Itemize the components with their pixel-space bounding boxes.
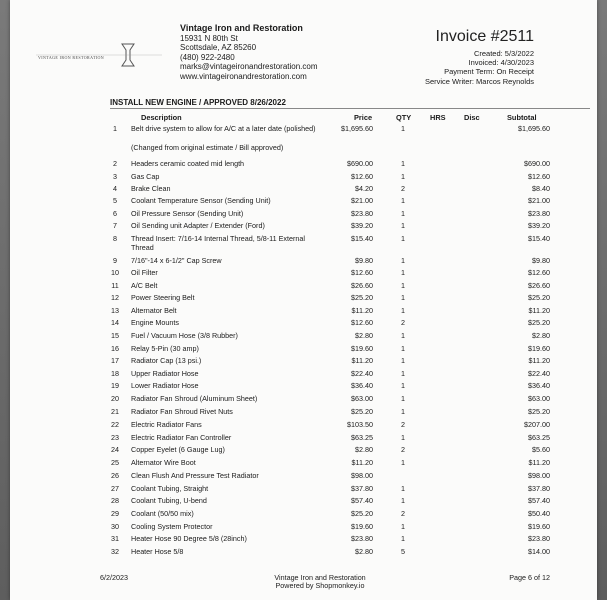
line-item-number: 23 — [111, 433, 119, 442]
line-item-qty: 1 — [401, 256, 405, 265]
line-item-price: $19.60 — [351, 522, 373, 531]
line-item-description: Brake Clean — [131, 184, 171, 193]
footer-company: Vintage Iron and Restoration — [274, 573, 366, 582]
line-item-subtotal: $63.00 — [528, 394, 550, 403]
invoice-title: Invoice #2511 — [435, 28, 534, 45]
line-item-subtotal: $26.60 — [528, 281, 550, 290]
line-item-number: 27 — [111, 484, 119, 493]
line-item-number: 16 — [111, 344, 119, 353]
line-item-description: Copper Eyelet (6 Gauge Lug) — [131, 445, 225, 454]
line-item-subtotal: $63.25 — [528, 433, 550, 442]
col-header-disc: Disc — [464, 113, 480, 122]
col-header-description: Description — [141, 113, 182, 122]
line-item-number: 7 — [113, 221, 117, 230]
line-item-description: Alternator Belt — [131, 306, 177, 315]
line-item-number: 4 — [113, 184, 117, 193]
line-item-number: 5 — [113, 196, 117, 205]
line-item-subtotal: $207.00 — [524, 420, 550, 429]
line-item-description: Relay 5-Pin (30 amp) — [131, 344, 199, 353]
line-item-price: $1,695.60 — [341, 124, 373, 133]
line-item-number: 14 — [111, 318, 119, 327]
line-item-number: 11 — [111, 281, 119, 290]
line-item-number: 1 — [113, 124, 117, 133]
line-item-description: Coolant Tubing, Straight — [131, 484, 209, 493]
line-item-note: (Changed from original estimate / Bill approved) — [131, 143, 284, 152]
line-item-subtotal: $23.80 — [528, 534, 550, 543]
line-item-price: $2.80 — [355, 547, 373, 556]
line-item-price: $25.20 — [351, 407, 373, 416]
line-item-number: 18 — [111, 369, 119, 378]
line-item-qty: 2 — [401, 509, 405, 518]
line-item-number: 15 — [111, 331, 119, 340]
line-item-qty: 2 — [401, 420, 405, 429]
line-item-description: Gas Cap — [131, 172, 160, 181]
line-item-description: Oil Sending unit Adapter / Extender (Ford) — [131, 221, 265, 230]
line-item-description: Radiator Cap (13 psi.) — [131, 356, 202, 365]
line-item-number: 31 — [111, 534, 119, 543]
line-item-qty: 1 — [401, 394, 405, 403]
company-website: www.vintageironandrestoration.com — [180, 71, 307, 81]
line-item-qty: 1 — [401, 344, 405, 353]
line-item-qty: 5 — [401, 547, 405, 556]
line-item-price: $26.60 — [351, 281, 373, 290]
line-item-subtotal: $11.20 — [528, 306, 550, 315]
line-item-number: 29 — [111, 509, 119, 518]
line-item-description: Headers ceramic coated mid length — [131, 159, 245, 168]
line-item-price: $12.60 — [351, 172, 373, 181]
company-address-line1: 15931 N 80th St — [180, 33, 238, 43]
line-item-subtotal: $98.00 — [528, 471, 550, 480]
line-item-qty: 2 — [401, 445, 405, 454]
line-item-price: $12.60 — [351, 318, 373, 327]
col-header-subtotal: Subtotal — [507, 113, 537, 122]
line-item-subtotal: $12.60 — [528, 172, 550, 181]
line-item-subtotal: $25.20 — [528, 318, 550, 327]
line-item-number: 8 — [113, 234, 117, 243]
line-item-qty: 1 — [401, 331, 405, 340]
line-item-subtotal: $11.20 — [528, 458, 550, 467]
line-item-number: 10 — [111, 268, 119, 277]
line-item-price: $9.80 — [355, 256, 373, 265]
line-item-price: $21.00 — [351, 196, 373, 205]
company-email: marks@vintageironandrestoration.com — [180, 62, 318, 72]
line-item-description: A/C Belt — [131, 281, 158, 290]
company-phone: (480) 922-2480 — [180, 52, 235, 62]
line-item-subtotal: $39.20 — [528, 221, 550, 230]
line-item-qty: 1 — [401, 124, 405, 133]
line-item-price: $12.60 — [351, 268, 373, 277]
footer-date: 6/2/2023 — [100, 573, 128, 582]
line-item-description: Radiator Fan Shroud Rivet Nuts — [131, 407, 233, 416]
line-item-number: 24 — [111, 445, 119, 454]
line-item-price: $63.25 — [351, 433, 373, 442]
line-item-description: Oil Filter — [131, 268, 158, 277]
invoice-created: Created: 5/3/2022 — [473, 49, 534, 58]
line-item-price: $23.80 — [351, 209, 373, 218]
company-address-line2: Scottsdale, AZ 85260 — [180, 43, 257, 53]
line-item-qty: 2 — [401, 318, 405, 327]
line-item-subtotal: $25.20 — [528, 407, 550, 416]
line-item-subtotal: $25.20 — [528, 293, 550, 302]
line-item-price: $25.20 — [351, 293, 373, 302]
line-item-price: $103.50 — [347, 420, 373, 429]
line-item-price: $11.20 — [351, 306, 373, 315]
line-item-qty: 1 — [401, 159, 405, 168]
line-item-description: Cooling System Protector — [131, 522, 213, 531]
line-item-qty: 2 — [401, 184, 405, 193]
line-item-number: 26 — [111, 471, 119, 480]
line-item-number: 28 — [111, 496, 119, 505]
line-item-description: Lower Radiator Hose — [131, 381, 199, 390]
line-item-price: $98.00 — [351, 471, 373, 480]
col-header-hrs: HRS — [430, 113, 446, 122]
line-item-number: 32 — [111, 547, 119, 556]
line-item-price: $23.80 — [351, 534, 373, 543]
line-item-qty: 1 — [401, 209, 405, 218]
line-item-qty: 1 — [401, 234, 405, 243]
line-item-description: Fuel / Vacuum Hose (3/8 Rubber) — [131, 331, 238, 340]
line-item-subtotal: $5.60 — [532, 445, 550, 454]
line-item-qty: 1 — [401, 496, 405, 505]
line-item-description: Coolant Temperature Sensor (Sending Unit) — [131, 196, 271, 205]
line-item-number: 13 — [111, 306, 119, 315]
section-title: INSTALL NEW ENGINE / APPROVED 8/26/2022 — [110, 98, 286, 107]
line-item-description: 7/16"-14 x 6-1/2" Cap Screw — [131, 256, 222, 265]
line-item-price: $57.40 — [351, 496, 373, 505]
line-item-subtotal: $19.60 — [528, 522, 550, 531]
line-item-description: Heater Hose 90 Degree 5/8 (28inch) — [131, 534, 247, 543]
line-item-qty: 1 — [401, 268, 405, 277]
line-item-qty: 1 — [401, 281, 405, 290]
line-item-subtotal: $15.40 — [528, 234, 550, 243]
line-item-qty: 1 — [401, 172, 405, 181]
col-header-qty: QTY — [396, 113, 412, 122]
line-item-price: $2.80 — [355, 331, 373, 340]
line-item-price: $690.00 — [347, 159, 373, 168]
footer-center — [240, 574, 400, 591]
line-item-description: Electric Radiator Fan Controller — [131, 433, 232, 442]
line-item-price: $11.20 — [351, 356, 373, 365]
line-item-qty: 1 — [401, 196, 405, 205]
line-item-price: $36.40 — [351, 381, 373, 390]
line-item-price: $19.60 — [351, 344, 373, 353]
line-item-price: $11.20 — [351, 458, 373, 467]
line-item-subtotal: $23.80 — [528, 209, 550, 218]
line-item-number: 17 — [111, 356, 119, 365]
line-item-qty: 1 — [401, 221, 405, 230]
line-item-description: Upper Radiator Hose — [131, 369, 199, 378]
line-item-qty: 1 — [401, 381, 405, 390]
invoice-service-writer: Service Writer: Marcos Reynolds — [424, 76, 534, 86]
line-item-subtotal: $22.40 — [528, 369, 550, 378]
line-item-price: $2.80 — [355, 445, 373, 454]
line-item-subtotal: $50.40 — [528, 509, 550, 518]
line-item-number: 3 — [113, 172, 117, 181]
line-item-number: 22 — [111, 420, 119, 429]
line-item-description: Radiator Fan Shroud (Aluminum Sheet) — [131, 394, 258, 403]
logo-text: VINTAGE IRON RESTORATION — [38, 55, 105, 60]
invoice-invoiced: Invoiced: 4/30/2023 — [468, 58, 534, 68]
line-item-qty: 1 — [401, 293, 405, 302]
line-item-number: 9 — [113, 256, 117, 265]
footer-page: Page 6 of 12 — [509, 573, 550, 582]
line-item-number: 30 — [111, 522, 119, 531]
line-item-qty: 1 — [401, 458, 405, 467]
line-item-description: Coolant (50/50 mix) — [131, 509, 194, 518]
line-item-description: Belt drive system to allow for A/C at a later date (polished) — [131, 124, 316, 133]
line-item-price: $15.40 — [351, 234, 373, 243]
line-item-qty: 1 — [401, 522, 405, 531]
line-item-subtotal: $12.60 — [528, 268, 550, 277]
line-item-number: 6 — [113, 209, 117, 218]
line-item-description: Heater Hose 5/8 — [131, 547, 184, 556]
line-item-number: 25 — [111, 458, 119, 467]
line-item-price: $37.80 — [351, 484, 373, 493]
invoice-payment-term: Payment Term: On Receipt — [444, 67, 534, 77]
line-item-qty: 1 — [401, 369, 405, 378]
line-item-description: Engine Mounts — [131, 318, 179, 327]
company-name: Vintage Iron and Restoration — [180, 23, 303, 33]
invoice-page — [10, 0, 597, 600]
line-item-price: $22.40 — [351, 369, 373, 378]
line-item-subtotal: $14.00 — [528, 547, 550, 556]
line-item-subtotal: $57.40 — [528, 496, 550, 505]
line-item-description: Alternator Wire Boot — [131, 458, 196, 467]
line-item-price: $63.00 — [351, 394, 373, 403]
line-item-price: $4.20 — [355, 184, 373, 193]
line-item-qty: 1 — [401, 484, 405, 493]
line-item-subtotal: $36.40 — [528, 381, 550, 390]
line-item-subtotal: $690.00 — [524, 159, 550, 168]
col-header-price: Price — [354, 113, 373, 122]
line-items — [10, 0, 597, 600]
line-item-qty: 1 — [401, 534, 405, 543]
line-item-qty: 1 — [401, 306, 405, 315]
line-item-subtotal: $19.60 — [528, 344, 550, 353]
line-item-description: Oil Pressure Sensor (Sending Unit) — [131, 209, 244, 218]
line-item-price: $39.20 — [351, 221, 373, 230]
line-item-number: 19 — [111, 381, 119, 390]
line-item-description: Coolant Tubing, U-bend — [131, 496, 207, 505]
line-item-subtotal: $21.00 — [528, 196, 550, 205]
line-item-qty: 1 — [401, 407, 405, 416]
line-item-subtotal: $37.80 — [528, 484, 550, 493]
line-item-number: 2 — [113, 159, 117, 168]
line-item-description: Electric Radiator Fans — [131, 420, 202, 429]
line-item-description: Power Steering Belt — [131, 293, 195, 302]
line-item-price: $25.20 — [351, 509, 373, 518]
line-item-subtotal: $8.40 — [532, 184, 550, 193]
line-item-subtotal: $9.80 — [532, 256, 550, 265]
line-item-qty: 1 — [401, 433, 405, 442]
line-item-subtotal: $1,695.60 — [518, 124, 550, 133]
footer-powered: Powered by Shopmonkey.io — [275, 581, 365, 591]
line-item-subtotal: $11.20 — [528, 356, 550, 365]
line-item-number: 20 — [111, 394, 119, 403]
line-item-description: Thread Insert: 7/16-14 Internal Thread, 5/8-11 External Thread — [131, 234, 305, 252]
line-item-description: Clean Flush And Pressure Test Radiator — [131, 471, 259, 480]
line-item-number: 12 — [111, 293, 119, 302]
line-item-qty: 1 — [401, 356, 405, 365]
line-item-number: 21 — [111, 407, 119, 416]
line-item-subtotal: $2.80 — [532, 331, 550, 340]
